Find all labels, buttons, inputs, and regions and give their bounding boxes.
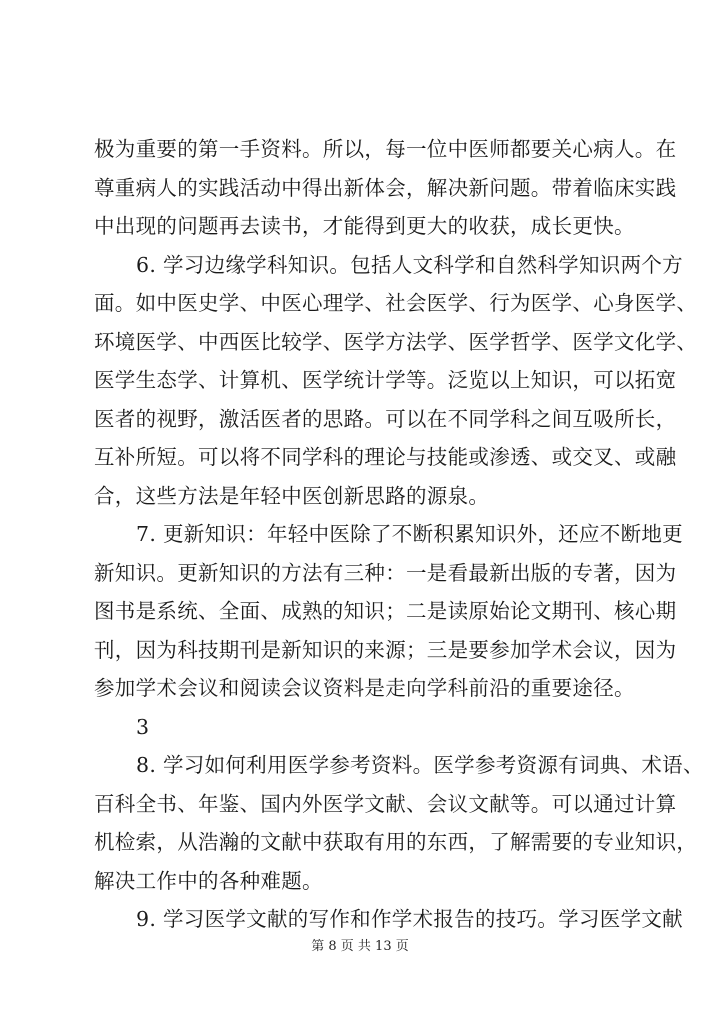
text-line: 合，这些方法是年轻中医创新思路的源泉。 [94, 483, 490, 508]
text-line: 中出现的问题再去读书，才能得到更大的收获，成长更快。 [94, 214, 635, 238]
text-line: 8. 学习如何利用医学参考资料。医学参考资源有词典、术语、 [136, 753, 704, 777]
text-line: 医学生态学、计算机、医学统计学等。泛览以上知识，可以拓宽 [94, 368, 677, 392]
text-line: 9. 学习医学文献的写作和作学术报告的技巧。学习医学文献 [136, 907, 683, 931]
text-line: 医者的视野，激活医者的思路。可以在不同学科之间互吸所长， [94, 406, 677, 431]
text-line: 环境医学、中西医比较学、医学方法学、医学哲学、医学文化学、 [94, 329, 698, 354]
text-line: 解决工作中的各种难题。 [94, 868, 323, 893]
page-footer: 第 8 页 共 13 页 [311, 939, 409, 954]
text-line: 机检索，从浩瀚的文献中获取有用的东西，了解需要的专业知识， [94, 830, 698, 854]
text-line: 百科全书、年鉴、国内外医学文献、会议文献等。可以通过计算 [94, 791, 677, 816]
text-line: 极为重要的第一手资料。所以，每一位中医师都要关心病人。在 [94, 137, 677, 161]
body-text [94, 130, 704, 939]
text-line: 面。如中医史学、中医心理学、社会医学、行为医学、心身医学、 [94, 291, 698, 315]
text-line: 刊，因为科技期刊是新知识的来源；三是要参加学术会议，因为 [94, 637, 677, 662]
text-line: 7. 更新知识：年轻中医除了不断积累知识外，还应不断地更 [136, 522, 683, 546]
text-line: 3 [136, 714, 150, 739]
text-line: 新知识。更新知识的方法有三种：一是看最新出版的专著，因为 [94, 560, 677, 585]
text-line: 尊重病人的实践活动中得出新体会，解决新问题。带着临床实践 [94, 175, 677, 200]
text-line: 6. 学习边缘学科知识。包括人文科学和自然科学知识两个方 [136, 252, 683, 277]
text-line: 互补所短。可以将不同学科的理论与技能或渗透、或交叉、或融 [94, 445, 677, 469]
text-line: 图书是系统、全面、成熟的知识；二是读原始论文期刊、核心期 [94, 599, 677, 623]
text-line: 参加学术会议和阅读会议资料是走向学科前沿的重要途径。 [94, 676, 635, 700]
